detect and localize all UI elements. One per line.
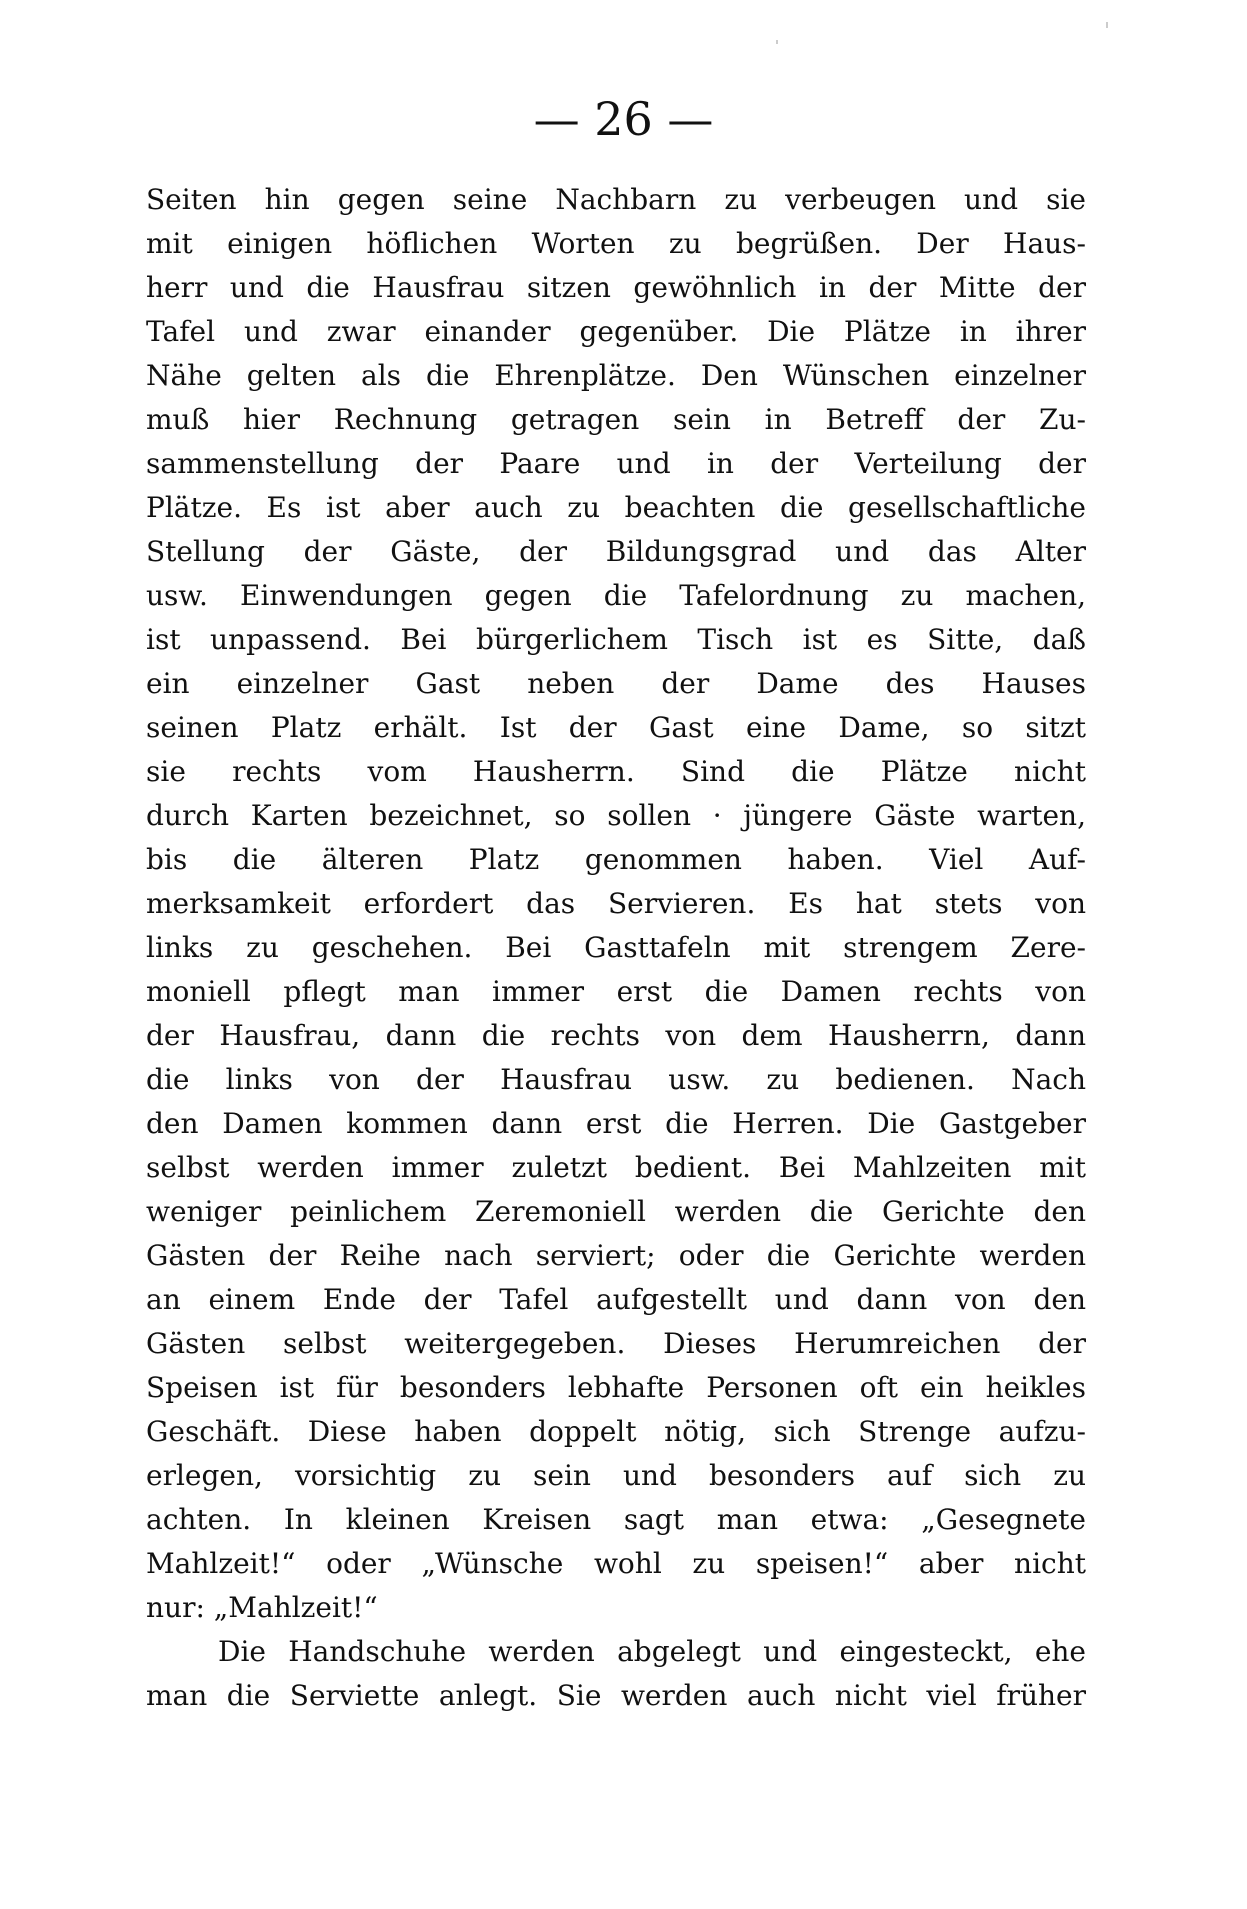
page-number: — 26 —	[533, 92, 714, 146]
text-line: Geschäft. Diese haben doppelt nötig, sich Strenge aufzu-	[146, 1415, 1086, 1448]
text-line: achten. In kleinen Kreisen sagt man etwa: „Gesegnete	[146, 1503, 1086, 1536]
text-line: Stellung der Gäste, der Bildungsgrad und das Alter	[146, 535, 1086, 568]
text-line: Gästen selbst weitergegeben. Dieses Herumreichen der	[146, 1327, 1086, 1360]
text-line: links zu geschehen. Bei Gasttafeln mit strengem Zere-	[146, 931, 1086, 964]
text-line: herr und die Hausfrau sitzen gewöhnlich in der Mitte der	[146, 271, 1086, 304]
text-line: moniell pflegt man immer erst die Damen rechts von	[146, 975, 1086, 1008]
text-line-paragraph-end: nur: „Mahlzeit!“	[146, 1591, 378, 1624]
text-line: man die Serviette anlegt. Sie werden auch nicht viel früher	[146, 1679, 1086, 1712]
text-line: den Damen kommen dann erst die Herren. Die Gastgeber	[146, 1107, 1086, 1140]
body-text	[146, 178, 1086, 1718]
text-line: Nähe gelten als die Ehrenplätze. Den Wünschen einzelner	[146, 359, 1086, 392]
text-line: der Hausfrau, dann die rechts von dem Hausherrn, dann	[146, 1019, 1086, 1052]
text-line: die links von der Hausfrau usw. zu bedienen. Nach	[146, 1063, 1086, 1096]
scan-speck	[1106, 22, 1108, 28]
text-line-paragraph-start: Die Handschuhe werden abgelegt und eingesteckt, ehe	[218, 1635, 1086, 1668]
text-line: weniger peinlichem Zeremoniell werden die Gerichte den	[146, 1195, 1086, 1228]
text-line: durch Karten bezeichnet, so sollen · jüngere Gäste warten,	[146, 799, 1086, 832]
text-line: sie rechts vom Hausherrn. Sind die Plätze nicht	[146, 755, 1086, 788]
text-line: Gästen der Reihe nach serviert; oder die Gerichte werden	[146, 1239, 1086, 1272]
text-line: Plätze. Es ist aber auch zu beachten die gesellschaftliche	[146, 491, 1086, 524]
text-line: usw. Einwendungen gegen die Tafelordnung zu machen,	[146, 579, 1086, 612]
text-line: bis die älteren Platz genommen haben. Viel Auf-	[146, 843, 1086, 876]
text-line: Mahlzeit!“ oder „Wünsche wohl zu speisen!“ aber nicht	[146, 1547, 1086, 1580]
text-line: merksamkeit erfordert das Servieren. Es hat stets von	[146, 887, 1086, 920]
text-line: seinen Platz erhält. Ist der Gast eine Dame, so sitzt	[146, 711, 1086, 744]
text-line: selbst werden immer zuletzt bedient. Bei Mahlzeiten mit	[146, 1151, 1086, 1184]
text-line: mit einigen höflichen Worten zu begrüßen. Der Haus-	[146, 227, 1086, 260]
text-line: Speisen ist für besonders lebhafte Personen oft ein heikles	[146, 1371, 1086, 1404]
text-line: erlegen, vorsichtig zu sein und besonders auf sich zu	[146, 1459, 1086, 1492]
text-line: ein einzelner Gast neben der Dame des Hauses	[146, 667, 1086, 700]
text-line: sammenstellung der Paare und in der Verteilung der	[146, 447, 1086, 480]
text-line: ist unpassend. Bei bürgerlichem Tisch ist es Sitte, daß	[146, 623, 1086, 656]
text-line: an einem Ende der Tafel aufgestellt und dann von den	[146, 1283, 1086, 1316]
text-line: Tafel und zwar einander gegenüber. Die Plätze in ihrer	[146, 315, 1086, 348]
text-line: muß hier Rechnung getragen sein in Betreff der Zu-	[146, 403, 1086, 436]
text-line: Seiten hin gegen seine Nachbarn zu verbeugen und sie	[146, 183, 1086, 216]
scan-speck	[776, 40, 778, 44]
